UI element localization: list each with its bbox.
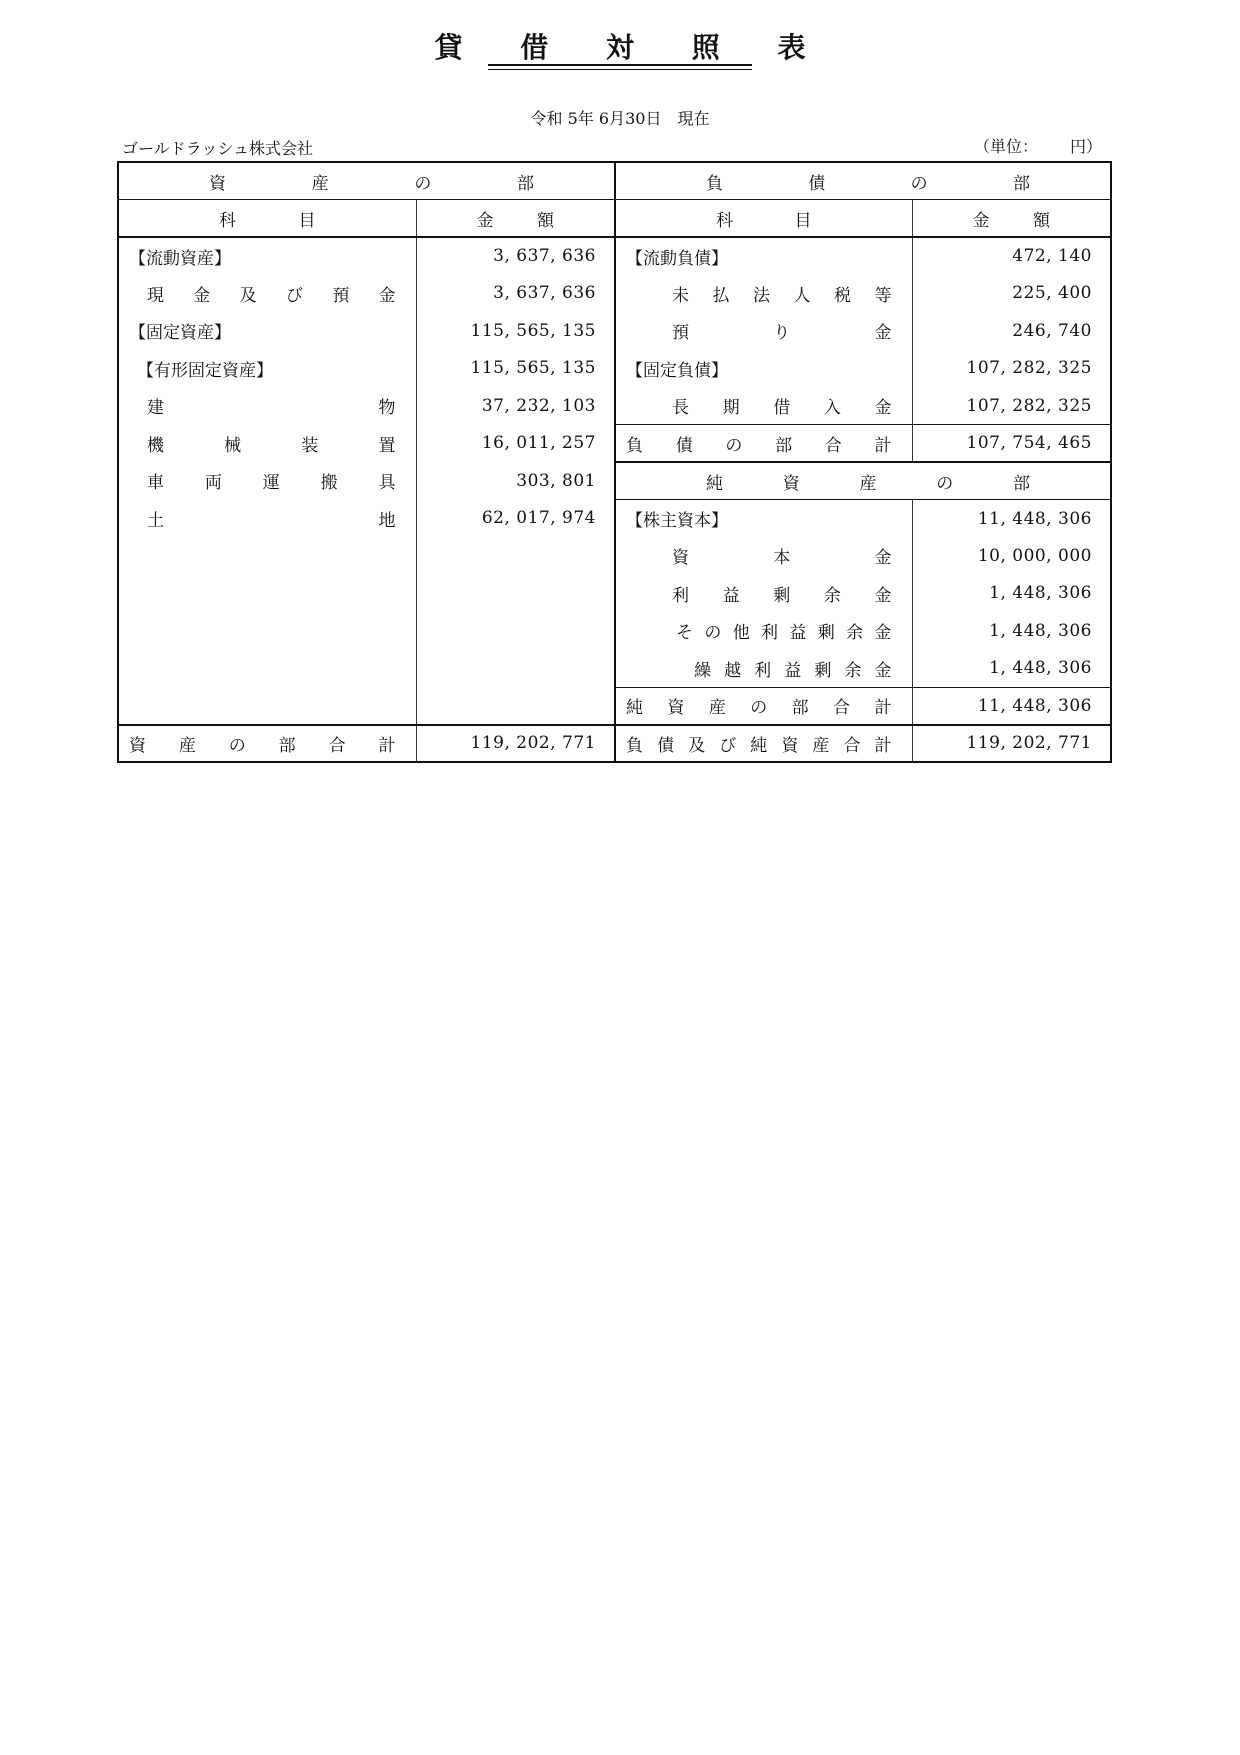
label-char: 債 <box>808 173 826 194</box>
spread-label <box>672 281 892 306</box>
net-assets-total-label <box>615 687 912 725</box>
label-char: 物 <box>378 398 396 419</box>
label-char: 債 <box>675 435 693 456</box>
label-char: 産 <box>812 735 830 756</box>
asset-amount: 115, 565, 135 <box>416 350 615 388</box>
spread-label <box>672 393 892 418</box>
label-char: 法 <box>753 285 770 306</box>
label-char: 益 <box>722 585 740 606</box>
equity-label <box>615 650 912 688</box>
label-char: の <box>414 173 432 194</box>
unit-close: 円） <box>1069 137 1102 156</box>
liabilities-total-label <box>615 425 912 463</box>
equity-amount: 1, 448, 306 <box>912 612 1111 650</box>
label-char: 機 <box>147 435 164 456</box>
liability-amount: 472, 140 <box>912 237 1111 275</box>
label-char: 借 <box>773 398 791 418</box>
spread-label <box>676 618 892 643</box>
asset-label <box>118 387 416 425</box>
asset-amount: 3, 637, 636 <box>416 237 615 275</box>
label-char: 税 <box>834 285 851 306</box>
label-char: 預 <box>332 285 350 306</box>
label-char: 科 <box>716 210 733 231</box>
label-char: 目 <box>794 210 812 231</box>
label-char: 預 <box>672 323 689 344</box>
spread-label <box>626 731 892 756</box>
label-char: 土 <box>147 510 164 531</box>
label-char: 利 <box>672 585 689 606</box>
net-assets-section-header <box>615 462 1111 500</box>
label-char: 装 <box>301 435 319 456</box>
spread-label <box>672 318 892 343</box>
empty-cell <box>118 575 416 613</box>
label-char: の <box>704 623 722 644</box>
label-char: 額 <box>1033 210 1050 231</box>
label-char: 目 <box>298 210 316 231</box>
spread-label <box>129 731 396 756</box>
table-row <box>118 275 1111 313</box>
spread-label <box>129 169 604 194</box>
liability-label <box>615 387 912 425</box>
label-char: 合 <box>824 435 842 456</box>
label-char: 合 <box>328 735 346 756</box>
label-char: 金 <box>874 660 892 681</box>
company-name: ゴールドラッシュ株式会社 <box>122 139 314 158</box>
table-row <box>118 462 1111 500</box>
label-char: 資 <box>209 173 226 194</box>
report-date: 令和 5年 6月30日 現在 <box>530 109 710 128</box>
liability-amount: 246, 740 <box>912 312 1111 350</box>
liability-label <box>615 312 912 350</box>
spread-label <box>923 206 1101 231</box>
label-char: 建 <box>147 398 164 419</box>
assets-total-amount: 119, 202, 771 <box>416 725 615 763</box>
asset-label <box>118 425 416 463</box>
spread-label <box>626 469 1100 494</box>
label-char: 払 <box>712 285 730 306</box>
label-char: 長 <box>672 398 689 418</box>
table-row <box>118 500 1111 538</box>
empty-cell <box>118 687 416 725</box>
label-char: 剰 <box>773 585 791 606</box>
liab-net-total-label <box>615 725 912 763</box>
label-char: 産 <box>708 698 726 718</box>
label-char: 負 <box>626 435 643 456</box>
label-char: 金 <box>193 285 211 306</box>
empty-cell <box>118 612 416 650</box>
table-row <box>118 612 1111 650</box>
label-char: 部 <box>791 698 809 718</box>
title-underline <box>488 64 752 66</box>
label-char: 純 <box>750 735 768 756</box>
label-char: 産 <box>311 173 329 194</box>
spread-label <box>147 393 396 418</box>
label-char: 及 <box>239 285 257 306</box>
label-char: 等 <box>874 285 892 306</box>
label-char: 資 <box>129 735 146 756</box>
amount-header-left <box>416 200 615 238</box>
label-char: 搬 <box>320 473 338 494</box>
subject-header-right <box>615 200 912 238</box>
label-char: 運 <box>262 473 280 494</box>
label-char: 純 <box>626 698 643 718</box>
assets-total-label <box>118 725 416 763</box>
asset-amount: 303, 801 <box>416 462 615 500</box>
label-char: 産 <box>178 735 196 756</box>
spread-label <box>626 693 892 718</box>
label-char: そ <box>676 623 693 644</box>
label-char: 部 <box>1012 173 1030 194</box>
net-assets-total-amount: 11, 448, 306 <box>912 687 1111 725</box>
asset-amount: 115, 565, 135 <box>416 312 615 350</box>
label-char: り <box>773 323 791 344</box>
equity-label <box>615 612 912 650</box>
label-char: 益 <box>784 660 802 681</box>
table-row <box>118 650 1111 688</box>
label-char: 部 <box>516 173 534 194</box>
table-row <box>118 350 1111 388</box>
liabilities-section-header <box>615 162 1111 200</box>
asset-label <box>118 500 416 538</box>
equity-label <box>615 575 912 613</box>
spread-label <box>626 431 892 456</box>
empty-cell <box>416 612 615 650</box>
label-char: 産 <box>859 473 877 494</box>
liability-amount: 107, 282, 325 <box>912 387 1111 425</box>
equity-amount: 1, 448, 306 <box>912 575 1111 613</box>
equity-amount: 11, 448, 306 <box>912 500 1111 538</box>
label-char: 資 <box>781 735 799 756</box>
label-char: 計 <box>378 735 396 756</box>
spread-label <box>626 169 1100 194</box>
label-char: 合 <box>843 735 861 756</box>
label-char: 金 <box>874 623 892 644</box>
label-char: 械 <box>224 435 242 456</box>
equity-label: 【株主資本】 <box>615 500 912 538</box>
spread-label <box>129 206 406 231</box>
unit-label <box>974 134 1102 157</box>
label-char: 合 <box>833 698 851 718</box>
label-char: 本 <box>773 548 791 569</box>
totals-row <box>118 725 1111 763</box>
label-char: 越 <box>724 660 742 681</box>
liabilities-total-amount: 107, 754, 465 <box>912 425 1111 463</box>
liability-label: 【固定負債】 <box>615 350 912 388</box>
label-char: 剰 <box>817 623 835 644</box>
label-char: 具 <box>378 473 396 494</box>
label-char: 利 <box>754 660 772 681</box>
label-char: 期 <box>722 398 740 418</box>
label-char: 及 <box>688 735 706 756</box>
document-title: 貸 借 対 照 表 <box>434 31 830 64</box>
label-char: 計 <box>874 435 892 456</box>
equity-amount: 1, 448, 306 <box>912 650 1111 688</box>
spread-label <box>147 431 396 456</box>
asset-label: 【固定資産】 <box>118 312 416 350</box>
label-char: 負 <box>706 173 723 194</box>
assets-section-header <box>118 162 615 200</box>
empty-cell <box>416 650 615 688</box>
empty-cell <box>416 575 615 613</box>
column-header-row <box>118 200 1111 238</box>
spread-label <box>427 206 605 231</box>
label-char: の <box>228 735 246 756</box>
label-char: 部 <box>1013 473 1030 494</box>
label-char: 部 <box>775 435 793 456</box>
liability-amount: 107, 282, 325 <box>912 350 1111 388</box>
title-underline-thin <box>488 69 752 70</box>
label-char: 余 <box>846 623 864 644</box>
label-char: 繰 <box>694 660 711 681</box>
asset-amount: 62, 017, 974 <box>416 500 615 538</box>
label-char: の <box>910 173 928 194</box>
label-char: 置 <box>378 435 396 456</box>
label-char: 資 <box>782 473 800 494</box>
label-char: 金 <box>874 323 892 344</box>
label-char: の <box>725 435 743 456</box>
spread-label <box>672 581 892 606</box>
label-char: 益 <box>789 623 807 644</box>
label-char: 剰 <box>814 660 832 681</box>
table-row <box>118 312 1111 350</box>
label-char: 金 <box>874 585 892 606</box>
asset-label: 【流動資産】 <box>118 237 416 275</box>
table-row <box>118 575 1111 613</box>
empty-cell <box>118 650 416 688</box>
spread-label <box>694 656 892 681</box>
empty-cell <box>118 537 416 575</box>
unit-open: （単位： <box>974 137 1039 156</box>
balance-sheet-table <box>117 161 1112 763</box>
label-char: 債 <box>657 735 675 756</box>
label-char: 入 <box>823 398 841 418</box>
label-char: 両 <box>204 473 222 494</box>
label-char: 金 <box>378 285 396 306</box>
label-char: の <box>750 698 768 718</box>
label-char: 他 <box>732 623 750 644</box>
label-char: 計 <box>874 735 892 756</box>
label-char: 部 <box>278 735 296 756</box>
label-char: び <box>285 285 303 306</box>
label-char: 純 <box>706 473 723 494</box>
liab-net-total-amount: 119, 202, 771 <box>912 725 1111 763</box>
asset-label: 【有形固定資産】 <box>118 350 416 388</box>
spread-label <box>147 468 396 493</box>
liability-label <box>615 275 912 313</box>
asset-label <box>118 275 416 313</box>
liability-label: 【流動負債】 <box>615 237 912 275</box>
asset-amount: 3, 637, 636 <box>416 275 615 313</box>
label-char: 金 <box>476 210 494 231</box>
label-char: 資 <box>672 548 689 569</box>
label-char: 未 <box>672 285 689 306</box>
spread-label <box>147 281 396 306</box>
spread-label <box>147 506 396 531</box>
label-char: 金 <box>874 398 892 418</box>
amount-header-right <box>912 200 1111 238</box>
label-char: 余 <box>823 585 841 606</box>
asset-amount: 37, 232, 103 <box>416 387 615 425</box>
label-char: 額 <box>537 210 554 231</box>
label-char: 資 <box>667 698 685 718</box>
label-char: 科 <box>219 210 236 231</box>
label-char: 人 <box>793 285 811 306</box>
label-char: 利 <box>761 623 779 644</box>
section-header-row <box>118 162 1111 200</box>
table-row <box>118 237 1111 275</box>
subject-header-left <box>118 200 416 238</box>
label-char: 金 <box>874 548 892 569</box>
spread-label <box>672 543 892 568</box>
equity-amount: 10, 000, 000 <box>912 537 1111 575</box>
label-char: 車 <box>147 473 164 494</box>
table-row <box>118 537 1111 575</box>
label-char: 負 <box>626 735 643 756</box>
empty-cell <box>416 687 615 725</box>
label-char: 金 <box>972 210 990 231</box>
label-char: 余 <box>844 660 862 681</box>
label-char: 計 <box>874 698 892 718</box>
asset-amount: 16, 011, 257 <box>416 425 615 463</box>
label-char: の <box>936 473 954 494</box>
spread-label <box>626 206 902 231</box>
table-row <box>118 425 1111 463</box>
table-row <box>118 387 1111 425</box>
label-char: 地 <box>378 510 396 531</box>
asset-label <box>118 462 416 500</box>
label-char: 現 <box>147 285 164 306</box>
label-char: び <box>719 735 737 756</box>
table-row <box>118 687 1111 725</box>
liability-amount: 225, 400 <box>912 275 1111 313</box>
empty-cell <box>416 537 615 575</box>
equity-label <box>615 537 912 575</box>
